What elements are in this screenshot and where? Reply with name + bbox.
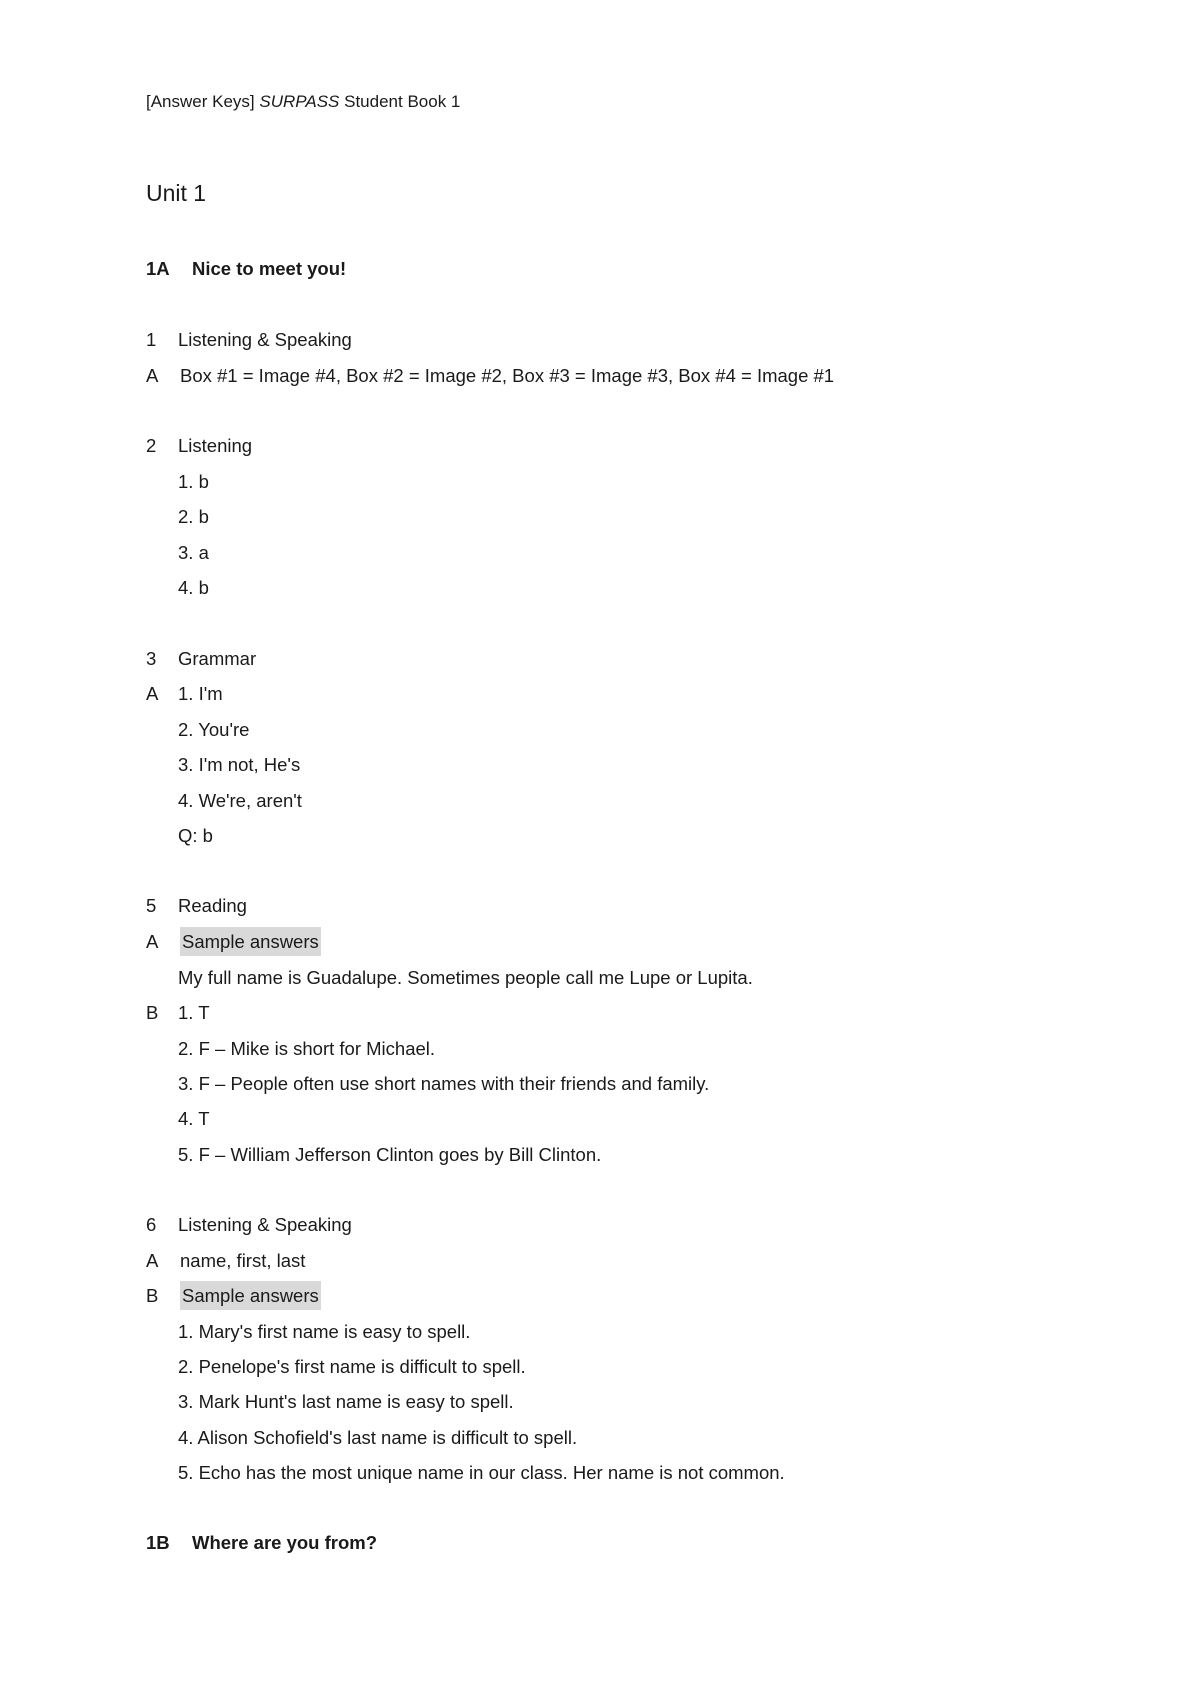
section-1-heading — [146, 328, 352, 352]
section-number: 3 — [146, 648, 157, 669]
section-6-heading — [146, 1213, 352, 1237]
header-suffix: Student Book 1 — [344, 92, 461, 111]
list-item: 1. b — [178, 471, 209, 492]
list-item: 2. You're — [178, 719, 250, 740]
sample-answers-tag — [180, 930, 321, 954]
section-number: 1 — [146, 329, 157, 350]
list-item: 4. T — [178, 1108, 210, 1129]
section-1-answer-a — [146, 364, 835, 388]
header-prefix: [Answer Keys] — [146, 92, 255, 111]
lesson-title: Where are you from? — [192, 1532, 378, 1553]
list-item: 5. Echo has the most unique name in our class. Her name is not common. — [178, 1462, 785, 1483]
list-item: 3. a — [178, 542, 209, 563]
lesson-code: 1A — [146, 258, 170, 279]
section-2-heading — [146, 434, 253, 458]
section-number: 5 — [146, 895, 157, 916]
list-item: Q: b — [178, 825, 213, 846]
section-5-heading — [146, 894, 247, 918]
unit-title: Unit 1 — [146, 180, 207, 206]
highlight: Sample answers — [180, 927, 321, 956]
section-3-heading — [146, 647, 257, 671]
section-number: 6 — [146, 1214, 157, 1235]
section-number: 2 — [146, 435, 157, 456]
list-item: 4. Alison Schofield's last name is difficult to spell. — [178, 1427, 578, 1448]
section-title: Listening & Speaking — [178, 1214, 352, 1235]
highlight: Sample answers — [180, 1281, 321, 1310]
lesson-1a-heading — [146, 257, 347, 281]
lesson-1b-heading — [146, 1531, 378, 1555]
answer-label: A — [146, 931, 159, 952]
answer-label: A — [146, 365, 159, 386]
answer-label: A — [146, 683, 159, 704]
list-item: 1. T — [178, 1002, 210, 1023]
list-item: 3. F – People often use short names with their friends and family. — [178, 1073, 710, 1094]
section-title: Listening — [178, 435, 253, 456]
answer-text: My full name is Guadalupe. Sometimes people call me Lupe or Lupita. — [178, 967, 753, 988]
list-item: 2. F – Mike is short for Michael. — [178, 1038, 436, 1059]
list-item: 2. b — [178, 506, 209, 527]
answer-label: B — [146, 1002, 159, 1023]
list-item: 5. F – William Jefferson Clinton goes by Bill Clinton. — [178, 1144, 602, 1165]
answer-label: A — [146, 1250, 159, 1271]
list-item: 4. b — [178, 577, 209, 598]
list-item: 3. I'm not, He's — [178, 754, 301, 775]
lesson-title: Nice to meet you! — [192, 258, 347, 279]
list-item: 4. We're, aren't — [178, 790, 302, 811]
list-item: 1. Mary's first name is easy to spell. — [178, 1321, 471, 1342]
list-item: 2. Penelope's first name is difficult to spell. — [178, 1356, 526, 1377]
section-title: Reading — [178, 895, 247, 916]
header-book-title: SURPASS — [259, 92, 340, 111]
section-title: Listening & Speaking — [178, 329, 352, 350]
answer-text: Box #1 = Image #4, Box #2 = Image #2, Box #3 = Image #3, Box #4 = Image #1 — [180, 365, 835, 386]
list-item: 3. Mark Hunt's last name is easy to spell. — [178, 1391, 514, 1412]
answer-label: B — [146, 1285, 159, 1306]
list-item: 1. I'm — [178, 683, 223, 704]
answer-text: name, first, last — [180, 1250, 306, 1271]
page-header — [146, 92, 460, 112]
sample-answers-tag — [180, 1284, 321, 1308]
lesson-code: 1B — [146, 1532, 170, 1553]
section-title: Grammar — [178, 648, 257, 669]
